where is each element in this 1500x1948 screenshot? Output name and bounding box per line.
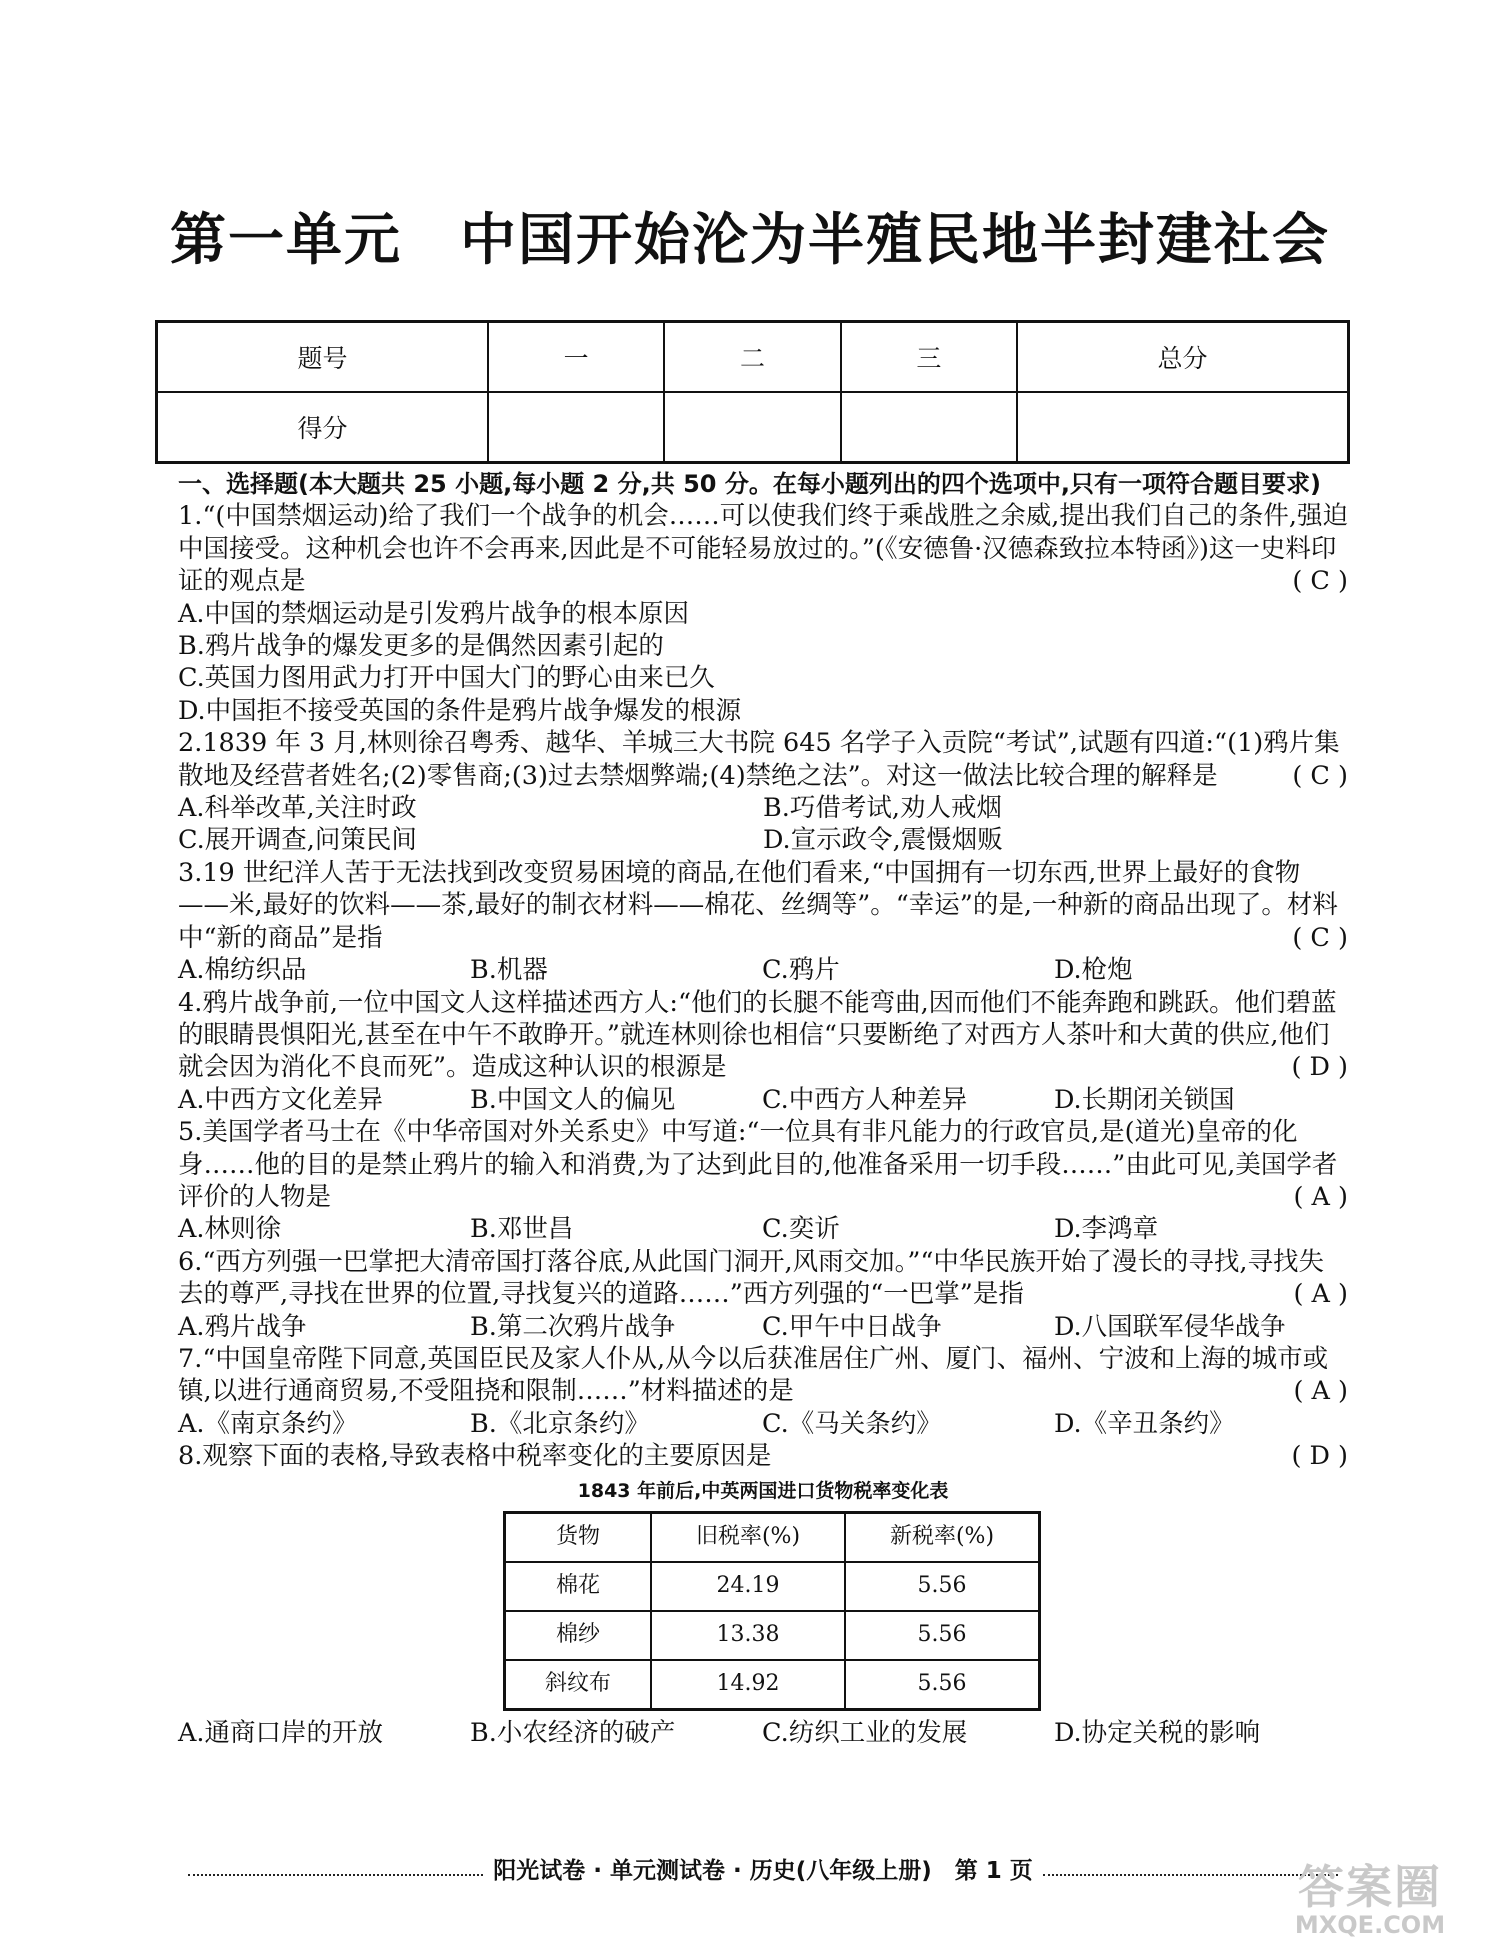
footer-dotted-rule-left <box>188 1862 483 1876</box>
answer-mark: ( C ) <box>1292 566 1348 597</box>
option: D.宣示政令,震慑烟贩 <box>763 825 1003 856</box>
footer-text: 阳光试卷 · 单元测试卷 · 历史(八年级上册) 第 1 页 <box>493 1858 1033 1884</box>
option: C.甲午中日战争 <box>762 1311 942 1342</box>
option: A.林则徐 <box>178 1214 282 1245</box>
answer-mark: ( D ) <box>1291 1441 1348 1472</box>
score-table <box>155 320 1350 464</box>
option: B.鸦片战争的爆发更多的是偶然因素引起的 <box>178 631 664 662</box>
question-stem-text: 3.19 世纪洋人苦于无法找到改变贸易困境的商品,在他们看来,“中国拥有一切东西,世界上最好的食物——米,最好的饮料——茶,最好的制衣材料——棉花、丝绸等”。“幸运”的是,一种新的商品出现了。材料中“新的商品”是指 <box>178 857 1338 953</box>
score-cell <box>664 392 840 463</box>
question-stem <box>178 1116 1348 1213</box>
question-stem-text: 4.鸦片战争前,一位中国文人这样描述西方人:“他们的长腿不能弯曲,因而他们不能奔跑和跳跃。他们碧蓝的眼睛畏惧阳光,甚至在中午不敢睁开。”就连林则徐也相信“只要断绝了对西方人茶叶和大黄的供应,他们就会因为消化不良而死”。造成这种认识的根源是 <box>178 987 1337 1083</box>
question-2 <box>178 727 1348 857</box>
option: C.《马关条约》 <box>762 1408 942 1439</box>
table-cell: 5.56 <box>845 1660 1040 1710</box>
option: B.小农经济的破产 <box>470 1718 676 1748</box>
table-header-cell: 新税率(%) <box>845 1513 1040 1563</box>
answer-mark: ( D ) <box>1291 1052 1348 1083</box>
options-row <box>178 1408 1348 1440</box>
option: C.英国力图用武力打开中国大门的野心由来已久 <box>178 663 715 694</box>
question-3 <box>178 857 1348 987</box>
section-heading: 一、选择题(本大题共 25 小题,每小题 2 分,共 50 分。在每小题列出的四个选项中,只有一项符合题目要求) <box>178 470 1321 498</box>
watermark <box>1255 1860 1485 1940</box>
question-4 <box>178 987 1348 1117</box>
table-header-row <box>505 1513 1040 1563</box>
question-stem-text: 6.“西方列强一巴掌把大清帝国打落谷底,从此国门洞开,风雨交加。”“中华民族开始了漫长的寻找,寻找失去的尊严,寻找在世界的位置,寻找复兴的道路……”西方列强的“一巴掌”是指 <box>178 1246 1325 1310</box>
answer-mark: ( C ) <box>1292 922 1348 953</box>
question-content <box>178 468 1348 1749</box>
table-cell: 棉花 <box>505 1562 652 1611</box>
option: C.纺织工业的发展 <box>762 1718 968 1748</box>
table-cell: 24.19 <box>651 1562 845 1611</box>
option: B.巧借考试,劝人戒烟 <box>763 793 1002 824</box>
option: C.展开调查,问策民间 <box>178 825 417 856</box>
option: D.协定关税的影响 <box>1054 1718 1261 1748</box>
option: C.奕䜣 <box>762 1214 840 1245</box>
score-header-cell: 总分 <box>1017 322 1348 393</box>
table-cell: 5.56 <box>845 1611 1040 1660</box>
question-stem-text: 7.“中国皇帝陛下同意,英国臣民及家人仆从,从今以后获准居住广州、厦门、福州、宁波和上海的城市或镇,以进行通商贸易,不受阻挠和限制……”材料描述的是 <box>178 1343 1329 1407</box>
option: A.科举改革,关注时政 <box>178 793 417 824</box>
question-stem <box>178 1440 1348 1472</box>
option: D.长期闭关锁国 <box>1054 1084 1235 1115</box>
table-header-cell: 货物 <box>505 1513 652 1563</box>
option: D.《辛丑条约》 <box>1054 1408 1235 1439</box>
question-6 <box>178 1246 1348 1343</box>
answer-mark: ( A ) <box>1293 1181 1348 1212</box>
option: A.《南京条约》 <box>178 1408 358 1439</box>
score-cell <box>841 392 1017 463</box>
watermark-logo: 答案圈 <box>1298 1860 1442 1914</box>
table-cell: 棉纱 <box>505 1611 652 1660</box>
option: D.八国联军侵华战争 <box>1054 1311 1286 1342</box>
page-footer <box>178 1852 1348 1885</box>
score-header-cell: 一 <box>488 322 664 393</box>
table-cell: 14.92 <box>651 1660 845 1710</box>
question-stem <box>178 727 1348 792</box>
score-table-header-row <box>157 322 1349 393</box>
question-7 <box>178 1343 1348 1440</box>
option: B.《北京条约》 <box>470 1408 650 1439</box>
question-1 <box>178 500 1348 727</box>
question-stem-text: 5.美国学者马士在《中华帝国对外关系史》中写道:“一位具有非凡能力的行政官员,是(道光)皇帝的化身……他的目的是禁止鸦片的输入和消费,为了达到此目的,他准备采用一切手段……”由此可见,美国学者评价的人物是 <box>178 1117 1338 1212</box>
table-cell: 13.38 <box>651 1611 845 1660</box>
option: B.中国文人的偏见 <box>470 1084 676 1115</box>
question-stem <box>178 500 1348 597</box>
question-5 <box>178 1116 1348 1246</box>
question-stem <box>178 1343 1348 1408</box>
score-header-cell: 二 <box>664 322 840 393</box>
option: A.通商口岸的开放 <box>178 1718 384 1748</box>
score-cell <box>1017 392 1348 463</box>
table-caption: 1843 年前后,中英两国进口货物税率变化表 <box>577 1479 949 1502</box>
options-row <box>178 1213 1348 1245</box>
score-cell <box>488 392 664 463</box>
option: D.中国拒不接受英国的条件是鸦片战争爆发的根源 <box>178 695 742 726</box>
table-row <box>505 1660 1040 1710</box>
question-stem <box>178 857 1348 954</box>
question-stem-text: 2.1839 年 3 月,林则徐召粤秀、越华、羊城三大书院 645 名学子入贡院“考试”,试题有四道:“(1)鸦片集散地及经营者姓名;(2)零售商;(3)过去禁烟弊端;(4)禁绝之法”。对这一做法比较合理的解释是 <box>178 728 1340 791</box>
table-cell: 斜纹布 <box>505 1660 652 1710</box>
option: A.中国的禁烟运动是引发鸦片战争的根本原因 <box>178 598 690 629</box>
options-row <box>178 824 1348 856</box>
tax-rate-table <box>503 1511 1041 1711</box>
table-header-cell: 旧税率(%) <box>651 1513 845 1563</box>
option: B.机器 <box>470 955 548 986</box>
table-cell: 5.56 <box>845 1562 1040 1611</box>
option: A.鸦片战争 <box>178 1311 307 1342</box>
options-row <box>178 954 1348 986</box>
answer-mark: ( C ) <box>1292 760 1348 791</box>
score-header-cell: 三 <box>841 322 1017 393</box>
watermark-url: MXQE.COM <box>1294 1911 1446 1939</box>
option: A.棉纺织品 <box>178 955 307 986</box>
question-stem <box>178 1246 1348 1311</box>
table-row <box>505 1611 1040 1660</box>
options-row <box>178 1084 1348 1116</box>
score-row-label: 得分 <box>157 392 488 463</box>
option: C.鸦片 <box>762 955 840 986</box>
table-row <box>505 1562 1040 1611</box>
option: B.第二次鸦片战争 <box>470 1311 676 1342</box>
option: A.中西方文化差异 <box>178 1084 384 1115</box>
option: B.邓世昌 <box>470 1214 574 1245</box>
question-stem <box>178 987 1348 1084</box>
option: C.中西方人种差异 <box>762 1084 968 1115</box>
score-header-cell: 题号 <box>157 322 488 393</box>
question-stem-text: 8.观察下面的表格,导致表格中税率变化的主要原因是 <box>178 1441 772 1472</box>
options-row <box>178 792 1348 824</box>
answer-mark: ( A ) <box>1293 1376 1348 1407</box>
answer-mark: ( A ) <box>1293 1279 1348 1310</box>
option: D.李鸿章 <box>1054 1214 1159 1245</box>
options-row <box>178 1717 1348 1749</box>
score-table-score-row <box>157 392 1349 463</box>
question-8 <box>178 1440 1348 1749</box>
option: D.枪炮 <box>1054 955 1133 986</box>
page-title: 第一单元 中国开始沦为半殖民地半封建社会 <box>170 208 1330 273</box>
question-stem-text: 1.“(中国禁烟运动)给了我们一个战争的机会……可以使我们终于乘战胜之余威,提出我们自己的条件,强迫中国接受。这种机会也许不会再来,因此是不可能轻易放过的。”(《安德鲁·汉德森致拉本特函》)这一史料印证的观点是 <box>178 501 1348 597</box>
options-row <box>178 1311 1348 1343</box>
